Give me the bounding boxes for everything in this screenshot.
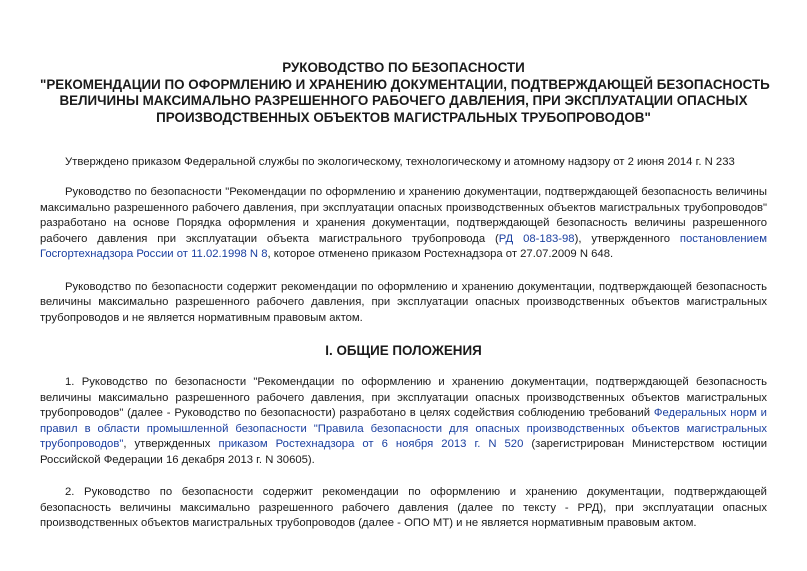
document-title [40,60,770,126]
rd-08-183-98-link[interactable]: РД 08-183-98 [498,232,575,245]
intro-paragraph-1 [40,185,767,263]
title-line-3: ВЕЛИЧИНЫ МАКСИМАЛЬНО РАЗРЕШЕННОГО РАБОЧЕГО ДАВЛЕНИЯ, ПРИ ЭКСПЛУАТАЦИИ ОПАСНЫХ [59,93,748,108]
s1p1-text-c: (зарегистрирован Министерством юстиции Российской Федерации 16 декабря 2013 г. N 30605). [40,438,767,466]
intro1-text-a: Руководство по безопасности "Рекомендации по оформлению и хранению документации, подтверждающей безопасность величины максимально разрешенного рабочего давления, при эксплуатации опасных производственных объектов магистральных трубопроводов" разработано на основе Порядка оформления и хранения документации, подтверждающей безопасность величины разрешенного рабочего давления при эксплуатации объекта магистрального трубопровода ( [40,186,767,245]
intro1-text-b: ), утвержденного [574,232,680,245]
intro1-text-c: , которое отменено приказом Ростехнадзора от 27.07.2009 N 648. [267,248,614,260]
document-page [40,60,770,532]
title-line-1: РУКОВОДСТВО ПО БЕЗОПАСНОСТИ [282,60,525,75]
approval-note: Утверждено приказом Федеральной службы по экологическому, технологическому и атомному надзору от 2 июня 2014 г. N 233 [65,156,735,168]
title-line-2: "РЕКОМЕНДАЦИИ ПО ОФОРМЛЕНИЮ И ХРАНЕНИЮ ДОКУМЕНТАЦИИ, ПОДТВЕРЖДАЮЩЕЙ БЕЗОПАСНОСТЬ [40,76,770,92]
s1p1-text-a: 1. Руководство по безопасности "Рекомендации по оформлению и хранению документации, подтверждающей безопасность величины максимально разрешенного рабочего давления, при эксплуатации опасных производственных объектов магистральных трубопроводов" (далее - Руководство по безопасности) разработано в целях содействия соблюдению требований [40,376,767,419]
s1p1-text-b: , утвержденных [123,438,219,450]
section-heading-general: I. ОБЩИЕ ПОЛОЖЕНИЯ [325,343,482,358]
federal-norms-link[interactable]: Федеральных норм и правил в области промышленной безопасности "Правила безопасности для опасных производственных объектов магистральных трубопроводов" [40,407,767,450]
gosgortekhnadzor-decree-link[interactable]: постановлением Госгортехнадзора России от 11.02.1998 N 8 [40,232,767,260]
intro-paragraph-2: Руководство по безопасности содержит рекомендации по оформлению и хранению документации, подтверждающей безопасность величины максимально разрешенного рабочего давления, при эксплуатации опасных производственных объектов магистральных трубопроводов и не является нормативным правовым актом. [40,280,767,324]
rostekhnadzor-order-link[interactable]: приказом Ростехнадзора от 6 ноября 2013 г. N 520 [218,438,524,450]
title-line-4: ПРОИЗВОДСТВЕННЫХ ОБЪЕКТОВ МАГИСТРАЛЬНЫХ ТРУБОПРОВОДОВ" [156,109,651,125]
section-paragraph-2: 2. Руководство по безопасности содержит рекомендации по оформлению и хранению документации, подтверждающей безопасность величины максимально разрешенного рабочего давления (далее по тексту - РРД), при эксплуатации опасных производственных объектов магистральных трубопроводов (далее - ОПО МТ) и не является нормативным правовым актом. [40,486,767,529]
section-paragraph-1 [40,375,767,468]
